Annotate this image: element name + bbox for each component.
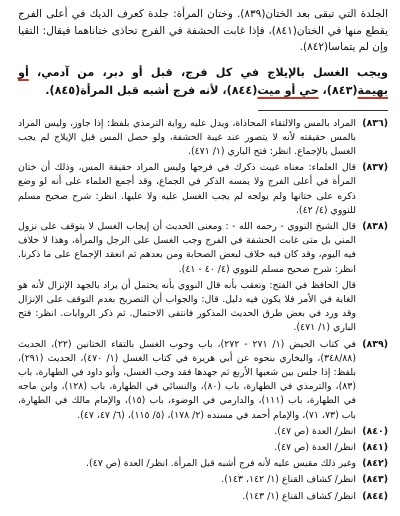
footnote xyxy=(18,457,388,471)
footnote xyxy=(18,220,388,277)
intro-text: الجلدة التي تبقى بعد الختان(٨٣٩). وختان المرأة: جلدة كعرف الديك في أعلى الفرج يقطع منها في الختان(٨٤١)، فإذا غابت الحشفة في الفرج تحاذى ختاناهما فيقال: التقيا وإن لم يتماسا(٨٤٢). xyxy=(18,8,388,53)
underlined-phrase-hay-mayyit: حي أو ميت xyxy=(257,83,319,97)
footnote xyxy=(18,117,388,160)
footnote-number: (٨٤٢) xyxy=(362,458,388,470)
footnote-text: انظر/ العدة (ص ٤٧). xyxy=(274,441,356,453)
footnote-text: في كتاب الحيض (١/ ٢٧١ - ٢٧٢)، باب وجوب الغسل بالتقاء الختانين (٢٢)، الحديث (٣٤٨/٨٨)، والبخاري بنحوه عن أبي هريرة في كتاب الغسل (١/ ٤٧٠)، الحديث (٢٩١)، بلفظ: إذا جلس بين شعبها الأربع ثم جهدها فقد وجب الغسل، وأبو داود في الطهارة، باب (٨٣)، والترمذي في الطهارة، باب (٨٠)، والنسائي في الطهارة، باب (١٢٨)، وابن ماجه في الطهارة، باب (١١١)، والدارمي في الوضوء، باب (١٥)، والإمام مالك في الطهارة، باب (٧٣، ٧١)، والإمام أحمد في مسنده (٢/ ١٧٨)، (٥/ ١١٥)، (٦/ ٤٧، ٤٧). xyxy=(18,338,356,421)
intro-paragraph xyxy=(18,0,388,56)
footnote xyxy=(18,473,388,487)
footnote-ref-845[interactable]: (٨٤٥) xyxy=(49,83,81,97)
footnote-number: (٨٣٦) xyxy=(362,117,388,129)
footnote-ref-844[interactable]: (٨٤٤) xyxy=(226,83,258,97)
main-text-part1: ويجب الغسل بالإيلاج في كل فرج، قبل أو دبر، من آدمي، xyxy=(28,65,388,79)
footnote-text: قال الحافظ في الفتح: وتعقب بأنه قال النووي بأنه يحتمل أن يراد بالجهد الإنزال لأنه هو الغاية في الأمر فلا يكون فيه دليل. قال: والجواب أن التصريح بعدم التوقف على الإنزال وقد ورد في بعض طرق الحديث المذكور فانتفى الاحتمال. ثم ذكر الروايات. انظر: فتح الباري (١/ ٤٧١). xyxy=(18,279,356,334)
footnote xyxy=(18,441,388,455)
footnote-number: (٨٤٣) xyxy=(362,474,388,486)
footnote-ref-843[interactable]: (٨٤٣) xyxy=(326,83,358,97)
footnote-number: (٨٤١) xyxy=(362,441,388,453)
footnote-number: (٨٣٨) xyxy=(362,220,388,232)
footnote xyxy=(18,338,388,423)
footnote-text: قال العلماء: معناه غيبت ذكرك في فرجها وليس المراد حقيقة المس، وذلك أن ختان المرأة في أعلى الفرج ولا يمسه الذكر في الجماع، وقد أجمع العلماء على أنه لو وضع ذكره على ختانها ولم يولجه لم يجب الغسل عليه ولا عليها. انظر: شرح صحيح مسلم للنووي (٤/ ٤٢). xyxy=(18,162,356,216)
footnote xyxy=(18,425,388,439)
footnote-number: (٨٤٠) xyxy=(362,425,388,437)
separator: ، xyxy=(318,83,327,97)
main-rule-paragraph xyxy=(18,64,388,100)
footnote-text: المراد بالمس والالتقاء المحاذاة، ويدل عليه رواية الترمذي بلفظ: إذا جاوز، وليس المراد بالمس حقيقته لأنه لا يتصور عند غيبة الحشفة، ولو حصل المس قبل الإيلاج لم يجب الغسل بالإجماع. انظر: فتح الباري (١/ ٤٧١). xyxy=(18,117,356,157)
footnote-number: (٨٤٤) xyxy=(362,490,388,502)
footnote-text: وغير ذلك مقيس عليه لأنه فرج أشبه قبل المرأة. انظر/ العدة (ص ٤٧). xyxy=(86,458,356,470)
footnote xyxy=(18,161,388,218)
underlined-phrase-bahima: أو بهيمة xyxy=(18,65,388,97)
footnote-text: انظر/ العدة (ص ٤٧). xyxy=(274,425,356,437)
main-text-part2: ، لأنه فرج أشبه قبل المرأة xyxy=(80,83,227,97)
footnote xyxy=(18,490,388,504)
footnote-divider xyxy=(258,110,388,111)
footnote-number: (٨٣٩) xyxy=(362,338,388,350)
footnote-text: قال الشيخ النووي - رحمه الله - : ومعنى الحديث أن إيجاب الغسل لا يتوقف على نزول المني بل متى غابت الحشفة في الفرج وجب الغسل على الرجل والمرأة، وهذا لا خلاف فيه اليوم، وقد كان فيه خلاف لبعض الصحابة ومن بعدهم ثم انعقد الإجماع على ما ذكرنا. انظر: شرح صحيح مسلم للنووي (٤/ ٤٠ - ٤١). xyxy=(18,220,356,275)
main-text-end: . xyxy=(45,83,50,97)
footnote-number: (٨٣٧) xyxy=(362,162,388,174)
footnote-text: انظر/ كشاف القناع (١/ ١٤٢، ١٤٣). xyxy=(221,474,356,486)
footnote-text: انظر/ كشاف القناع (١/ ١٤٣). xyxy=(242,490,356,502)
footnote xyxy=(18,279,388,336)
footnotes-list xyxy=(18,117,388,504)
